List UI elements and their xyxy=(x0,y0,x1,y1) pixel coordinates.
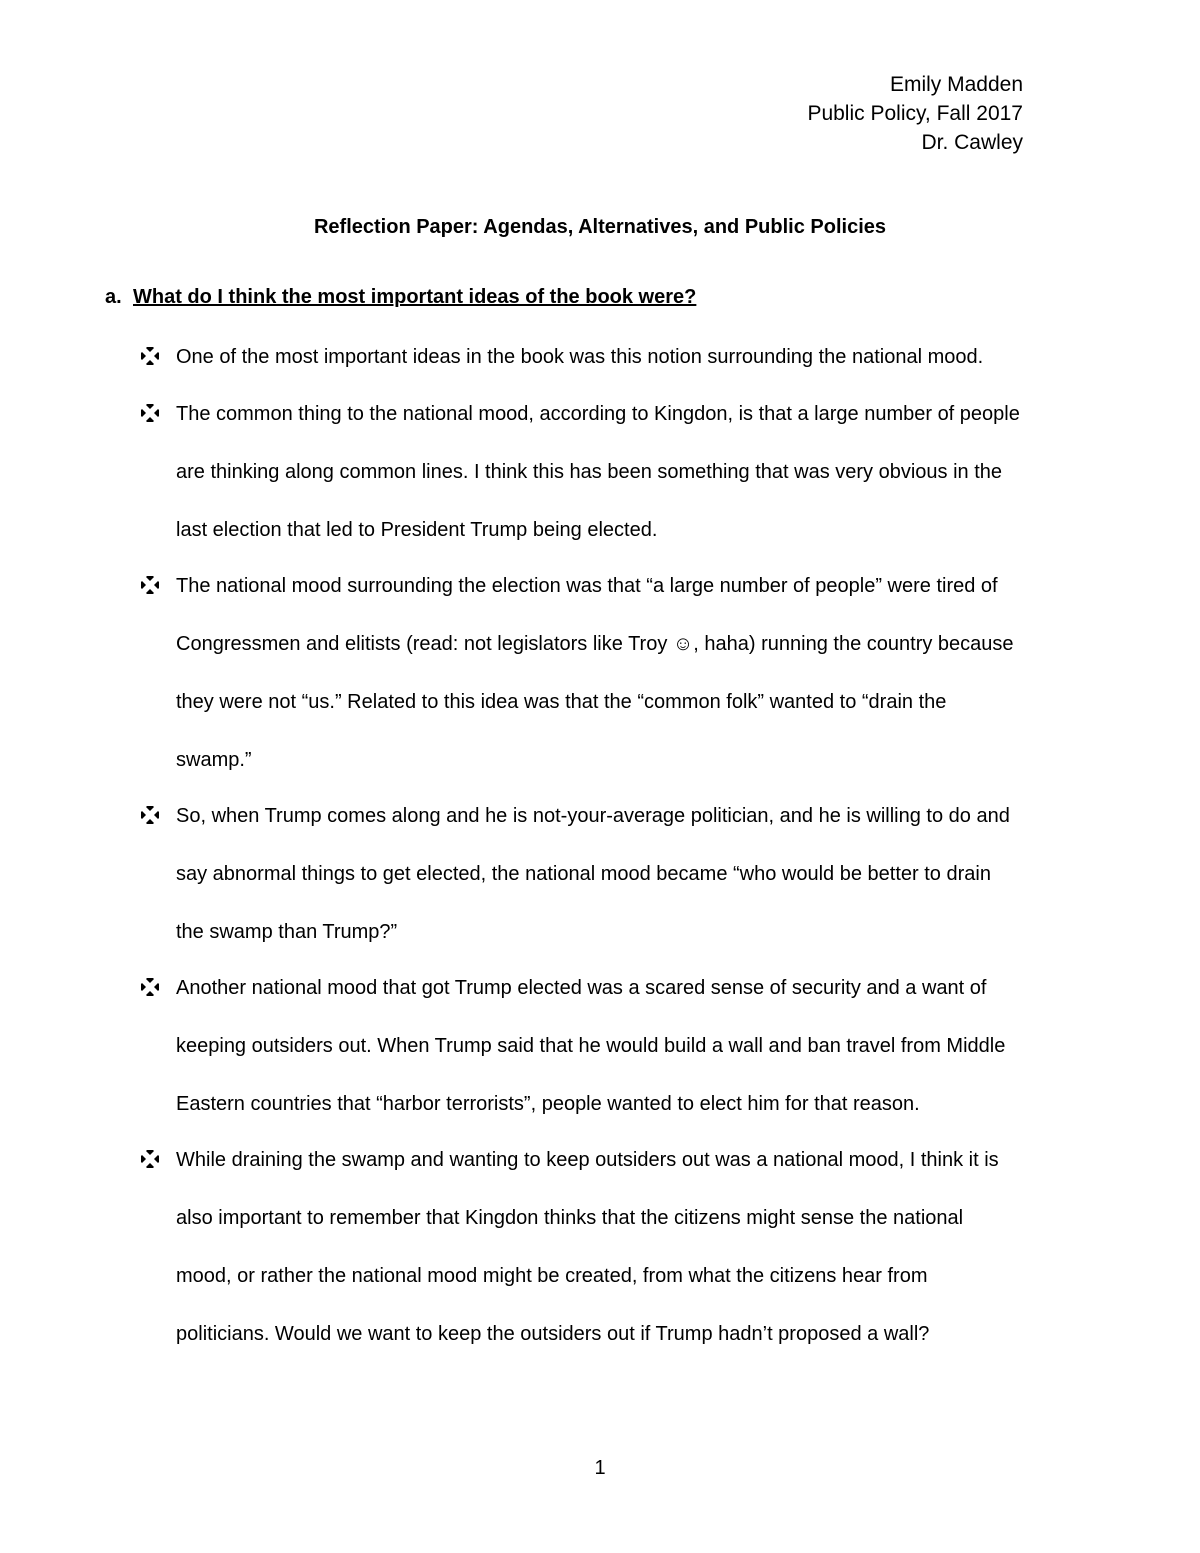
bullet-text-line: last election that led to President Trump being elected. xyxy=(176,519,658,541)
instructor-name: Dr. Cawley xyxy=(921,131,1023,154)
bullet-text-line: swamp.” xyxy=(176,749,252,771)
question-text: What do I think the most important ideas of the book were? xyxy=(133,286,697,308)
bullet-text-line: are thinking along common lines. I think this has been something that was very obvious in the xyxy=(176,461,1003,483)
bullet-text-line: Eastern countries that “harbor terrorists”, people wanted to elect him for that reason. xyxy=(176,1093,920,1115)
bullet-text-line: mood, or rather the national mood might be created, from what the citizens hear from xyxy=(176,1265,928,1287)
bullet-text-line: So, when Trump comes along and he is not-your-average politician, and he is willing to do and xyxy=(176,805,1010,827)
bullet-text-line: keeping outsiders out. When Trump said that he would build a wall and ban travel from Middle xyxy=(176,1035,1006,1057)
bullet-text-line: say abnormal things to get elected, the national mood became “who would be better to drain xyxy=(176,863,991,885)
question-marker: a. xyxy=(105,286,122,308)
diamond-bullet-icon xyxy=(141,347,159,365)
course-name: Public Policy, Fall 2017 xyxy=(807,102,1023,125)
bullet-text-line: One of the most important ideas in the book was this notion surrounding the national mood. xyxy=(176,346,984,368)
bullet-text-line: The national mood surrounding the election was that “a large number of people” were tired of xyxy=(176,575,998,597)
author-header xyxy=(807,70,1023,157)
diamond-bullet-icon xyxy=(141,404,159,422)
author-name: Emily Madden xyxy=(889,73,1023,96)
bullet-text-line: the swamp than Trump?” xyxy=(176,921,398,943)
question-heading xyxy=(105,286,696,309)
paper-title: Reflection Paper: Agendas, Alternatives, and Public Policies xyxy=(313,216,886,238)
bullet-text-line: Another national mood that got Trump elected was a scared sense of security and a want of xyxy=(176,977,987,999)
bullet-text-line: Congressmen and elitists (read: not legislators like Troy ☺, haha) running the country because xyxy=(176,633,1014,655)
bullet-text-line: politicians. Would we want to keep the outsiders out if Trump hadn’t proposed a wall? xyxy=(176,1323,930,1345)
diamond-bullet-icon xyxy=(141,978,159,996)
bullet-text-line: While draining the swamp and wanting to keep outsiders out was a national mood, I think it is xyxy=(176,1149,999,1171)
diamond-bullet-icon xyxy=(141,576,159,594)
bullet-text-line: also important to remember that Kingdon thinks that the citizens might sense the national xyxy=(176,1207,964,1229)
page-number: 1 xyxy=(594,1457,606,1479)
diamond-bullet-icon xyxy=(141,1150,159,1168)
bullet-text-line: The common thing to the national mood, according to Kingdon, is that a large number of people xyxy=(176,403,1020,425)
diamond-bullet-icon xyxy=(141,806,159,824)
bullet-text-line: they were not “us.” Related to this idea was that the “common folk” wanted to “drain the xyxy=(176,691,947,713)
